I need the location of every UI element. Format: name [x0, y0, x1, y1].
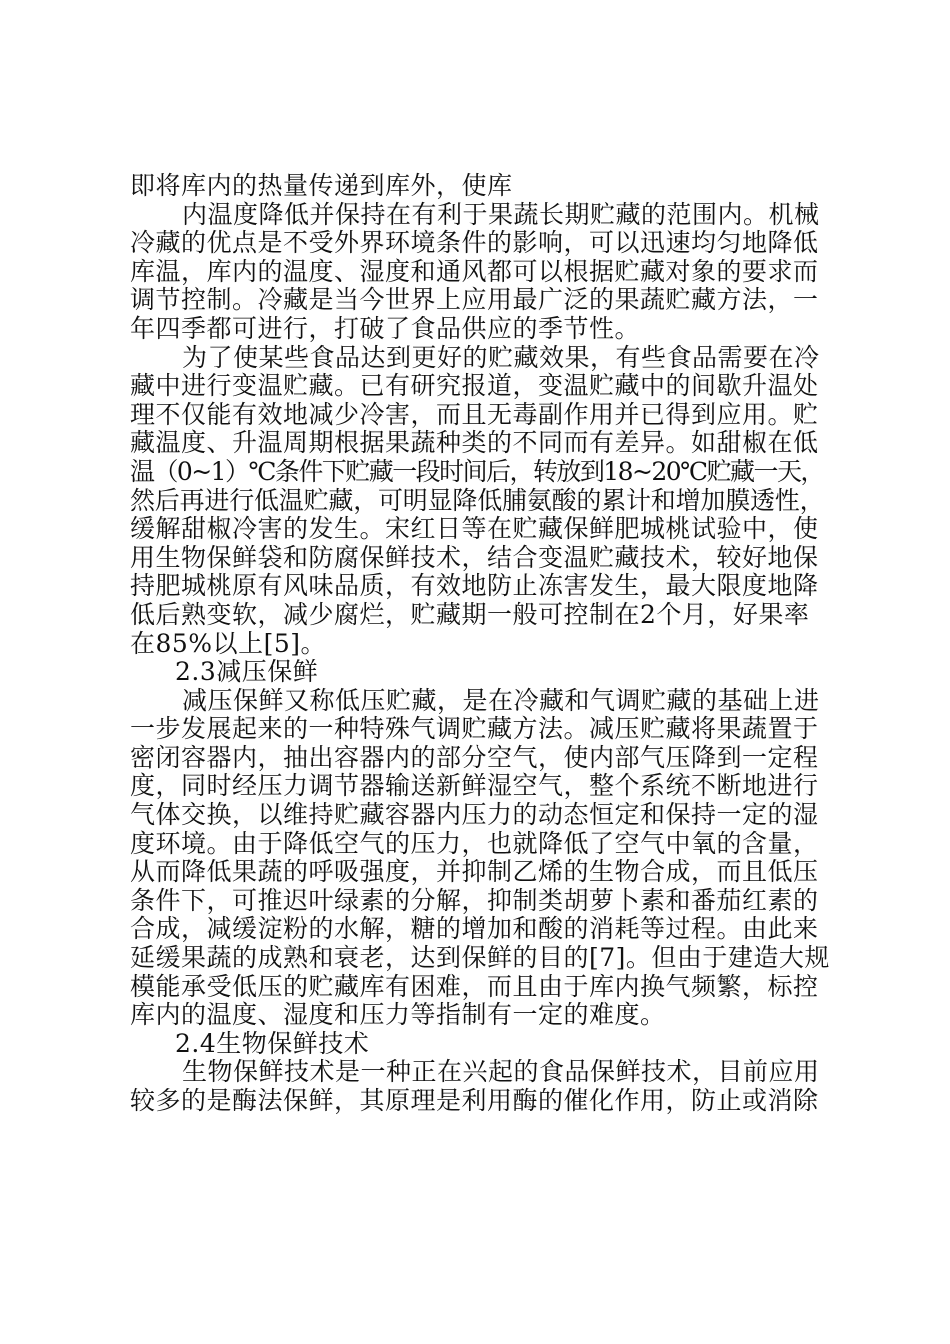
paragraph-line: 气体交换，以维持贮藏容器内压力的动态恒定和保持一定的湿	[130, 800, 819, 830]
body-text	[130, 172, 830, 1116]
paragraph-line: 从而降低果蔬的呼吸强度，并抑制乙烯的生物合成，而且低压	[130, 857, 819, 887]
paragraph-line: 低后熟变软，减少腐烂，贮藏期一般可控制在2个月，好果率	[130, 599, 810, 629]
paragraph-line: 用生物保鲜袋和防腐保鲜技术，结合变温贮藏技术，较好地保	[130, 542, 819, 572]
paragraph-line: 一步发展起来的一种特殊气调贮藏方法。减压贮藏将果蔬置于	[130, 714, 819, 744]
paragraph-line: 条件下，可推迟叶绿素的分解，抑制类胡萝卜素和番茄红素的	[130, 885, 819, 915]
paragraph-line: 度，同时经压力调节器输送新鲜湿空气，整个系统不断地进行	[130, 771, 819, 801]
section-heading: 2.3减压保鲜	[175, 657, 319, 687]
paragraph-line: 然后再进行低温贮藏，可明显降低脯氨酸的累计和增加膜透性，	[130, 485, 825, 515]
paragraph-line: 缓解甜椒冷害的发生。宋红日等在贮藏保鲜肥城桃试验中，使	[130, 514, 819, 544]
paragraph-line: 即将库内的热量传递到库外，使库	[130, 171, 513, 200]
paragraph-line: 合成，减缓淀粉的水解，糖的增加和酸的消耗等过程。由此来	[130, 914, 819, 944]
paragraph-line: 调节控制。冷藏是当今世界上应用最广泛的果蔬贮藏方法，一	[130, 285, 819, 315]
paragraph-line: 较多的是酶法保鲜，其原理是利用酶的催化作用，防止或消除	[130, 1086, 819, 1115]
paragraph-line: 持肥城桃原有风味品质，有效地防止冻害发生，最大限度地降	[130, 571, 819, 601]
paragraph-line: 模能承受低压的贮藏库有困难，而且由于库内换气频繁，标控	[130, 971, 819, 1001]
paragraph-line: 在85%以上[5]。	[130, 628, 326, 658]
paragraph-line: 库内的温度、湿度和压力等指制有一定的难度。	[130, 1000, 666, 1030]
paragraph-line: 年四季都可进行，打破了食品供应的季节性。	[130, 313, 641, 343]
paragraph-line: 藏温度、升温周期根据果蔬种类的不同而有差异。如甜椒在低	[130, 428, 819, 458]
paragraph-line: 理不仅能有效地减少冷害，而且无毒副作用并已得到应用。贮	[130, 399, 819, 429]
paragraph-line: 度环境。由于降低空气的压力，也就降低了空气中氧的含量，	[130, 828, 819, 858]
paragraph-first-line: 内温度降低并保持在有利于果蔬长期贮藏的范围内。机械	[182, 199, 820, 229]
paragraph-first-line: 生物保鲜技术是一种正在兴起的食品保鲜技术，目前应用	[182, 1057, 820, 1087]
paragraph-line: 冷藏的优点是不受外界环境条件的影响，可以迅速均匀地降低	[130, 228, 819, 258]
paragraph-line: 温（0~1）℃条件下贮藏一段时间后，转放到18~20℃贮藏一天，	[130, 456, 824, 486]
paragraph-line: 密闭容器内，抽出容器内的部分空气，使内部气压降到一定程	[130, 742, 819, 772]
paragraph-line: 延缓果蔬的成熟和衰老，达到保鲜的目的[7]。但由于建造大规	[130, 943, 830, 973]
paragraph-line: 藏中进行变温贮藏。已有研究报道，变温贮藏中的间歇升温处	[130, 371, 819, 401]
paragraph-first-line: 减压保鲜又称低压贮藏，是在冷藏和气调贮藏的基础上进	[182, 685, 820, 715]
paragraph-first-line: 为了使某些食品达到更好的贮藏效果，有些食品需要在冷	[182, 342, 820, 372]
paragraph-line: 库温，库内的温度、湿度和通风都可以根据贮藏对象的要求而	[130, 256, 819, 286]
section-heading: 2.4生物保鲜技术	[175, 1028, 370, 1058]
